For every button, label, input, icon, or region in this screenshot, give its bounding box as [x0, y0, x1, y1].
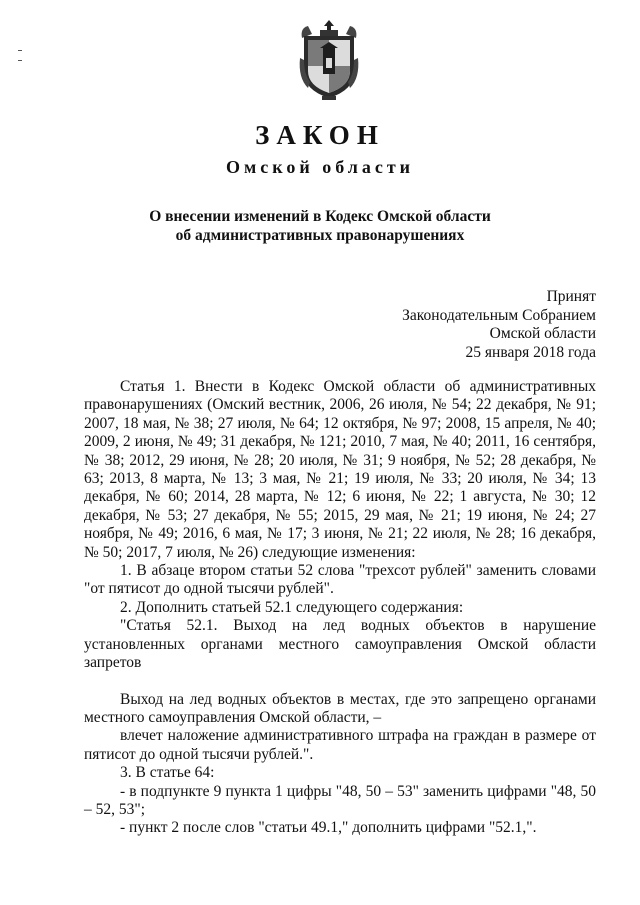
- law-body: [84, 378, 596, 838]
- law-title: ЗАКОН: [255, 120, 385, 150]
- document-title: [0, 207, 640, 245]
- document-title-line: О внесении изменений в Кодекс Омской области: [149, 208, 491, 225]
- list-item: 3. В статье 64:: [120, 764, 215, 782]
- document-title-line: об административных правонарушениях: [175, 227, 465, 244]
- quoted-article-penalty: влечет наложение административного штрафа на граждан в размере от пятисот до одной тысячи рублей.".: [84, 727, 596, 763]
- adoption-line: Принят: [546, 288, 596, 305]
- adoption-date: 25 января 2018 года: [465, 343, 596, 361]
- spacer: [84, 673, 596, 691]
- margin-mark: [18, 50, 22, 51]
- region-subtitle: Омской области: [225, 157, 415, 177]
- list-item: 2. Дополнить статьей 52.1 следующего содержания:: [120, 598, 464, 616]
- list-subitem: - в подпункте 9 пункта 1 цифры "48, 50 – 53" заменить цифрами "48, 50 – 52, 53";: [84, 782, 596, 818]
- list-item: 1. В абзаце втором статьи 52 слова "трехсот рублей" заменить словами "от пятисот до одной тысячи рублей".: [84, 562, 596, 598]
- coat-of-arms-emblem: [298, 18, 360, 102]
- adoption-line: Омской области: [489, 325, 596, 342]
- adoption-block: [402, 288, 596, 362]
- margin-mark: [18, 60, 22, 61]
- quoted-article-text: Выход на лед водных объектов в местах, где это запрещено органами местного самоуправления Омской области, –: [84, 690, 596, 726]
- article-1-paragraph: Статья 1. Внести в Кодекс Омской области об административных правонарушениях (Омский вестник, 2006, 26 июля, № 54; 22 декабря, № 91; 2007, 18 мая, № 38; 27 июля, № 64; 12 октября, № 97; 2008, 15 апреля, № 40; 2009, 2 июня, № 49; 31 декабря, № 121; 2010, 7 мая, № 40; 2011, 16 сентября, № 38; 2012, 29 июня, № 28; 20 июля, № 31; 9 ноября, № 52; 28 декабря, № 63; 2013, 8 марта, № 13; 3 мая, № 21; 19 июля, № 33; 20 июля, № 34; 13 декабря, № 60; 2014, 28 марта, № 12; 6 июня, № 22; 1 августа, № 30; 12 декабря, № 53; 27 декабря, № 55; 2015, 29 мая, № 21; 19 июня, № 24; 27 ноября, № 49; 2016, 6 мая, № 17; 3 июня, № 21; 22 июля, № 28; 16 декабря, № 50; 2017, 7 июля, № 26) следующие изменения:: [84, 378, 596, 561]
- quoted-article-heading: "Статья 52.1. Выход на лед водных объектов в нарушение установленных органами местного самоуправления Омской области запретов: [84, 617, 596, 672]
- adoption-line: Законодательным Собранием: [402, 306, 596, 324]
- list-subitem: - пункт 2 после слов "статьи 49.1," дополнить цифрами "52.1,".: [120, 819, 537, 837]
